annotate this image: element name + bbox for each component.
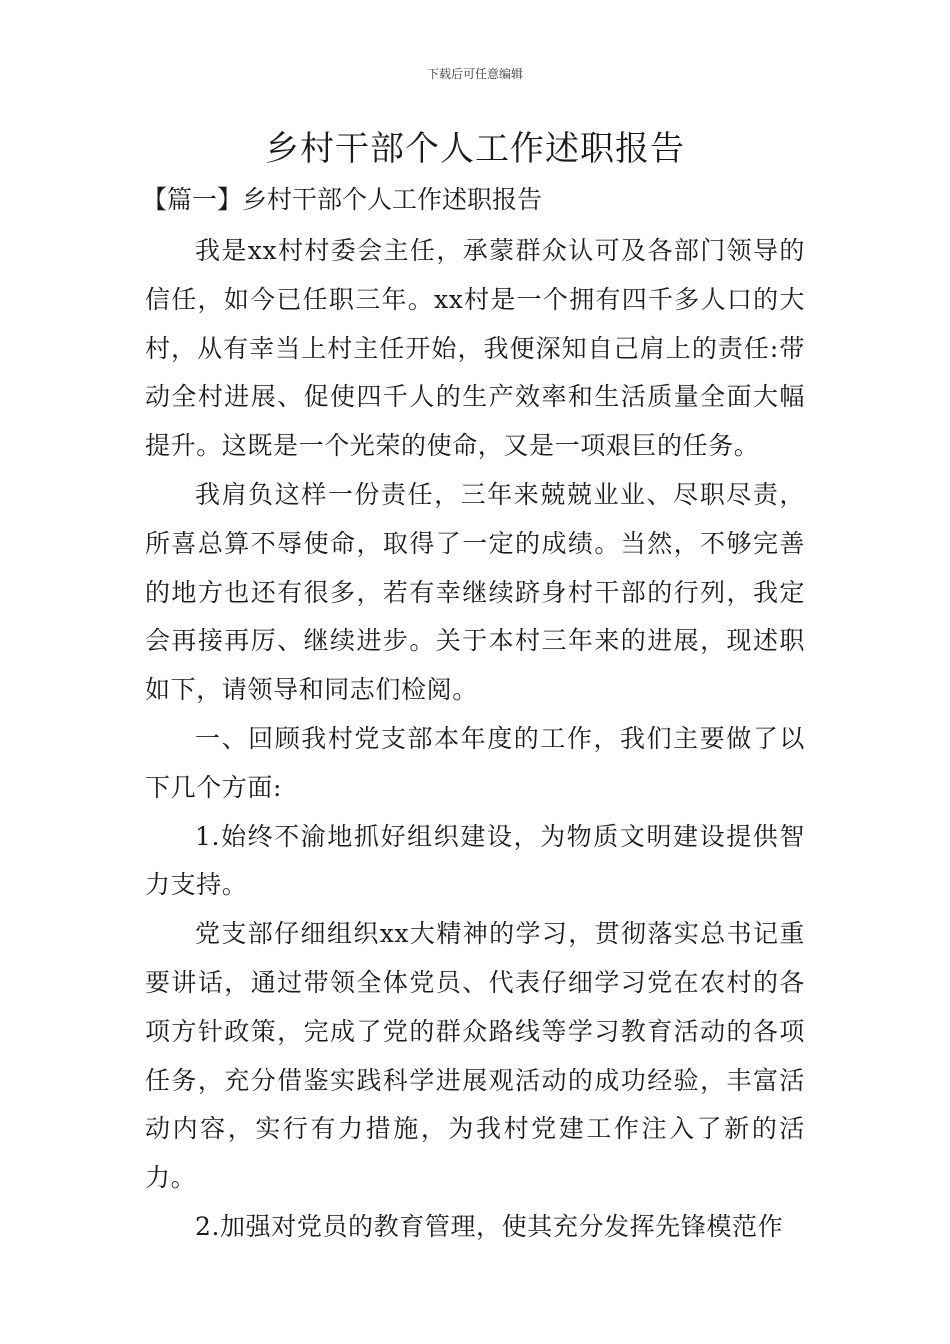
- paragraph: 1.始终不渝地抓好组织建设，为物质文明建设提供智力支持。: [145, 821, 805, 900]
- header-note: 下载后可任意编辑: [426, 67, 523, 81]
- paragraph: 一、回顾我村党支部本年度的工作，我们主要做了以下几个方面:: [145, 723, 805, 802]
- paragraph: 2.加强对党员的教育管理，使其充分发挥先锋模范作: [195, 1211, 784, 1241]
- section-subtitle: 【篇一】乡村干部个人工作述职报告: [142, 185, 543, 214]
- paragraph: 我肩负这样一份责任，三年来兢兢业业、尽职尽责，所喜总算不辱使命，取得了一定的成绩。当然，不够完善的地方也还有很多，若有幸继续跻身村干部的行列，我定会再接再厉、继续进步。关于本村三年来的进展，现述职如下，请领导和同志们检阅。: [145, 479, 805, 705]
- paragraph: 党支部仔细组织xx大精神的学习，贯彻落实总书记重要讲话，通过带领全体党员、代表仔细学习党在农村的各项方针政策，完成了党的群众路线等学习教育活动的各项任务，充分借鉴实践科学进展观活动的成功经验，丰富活动内容，实行有力措施，为我村党建工作注入了新的活力。: [145, 919, 805, 1193]
- paragraph: 我是xx村村委会主任，承蒙群众认可及各部门领导的信任，如今已任职三年。xx村是一个拥有四千多人口的大村，从有幸当上村主任开始，我便深知自己肩上的责任:带动全村进展、促使四千人的生产效率和生活质量全面大幅提升。这既是一个光荣的使命，又是一项艰巨的任务。: [145, 236, 805, 461]
- document-title: 乡村干部个人工作述职报告: [265, 129, 685, 169]
- document-body: [145, 227, 805, 1252]
